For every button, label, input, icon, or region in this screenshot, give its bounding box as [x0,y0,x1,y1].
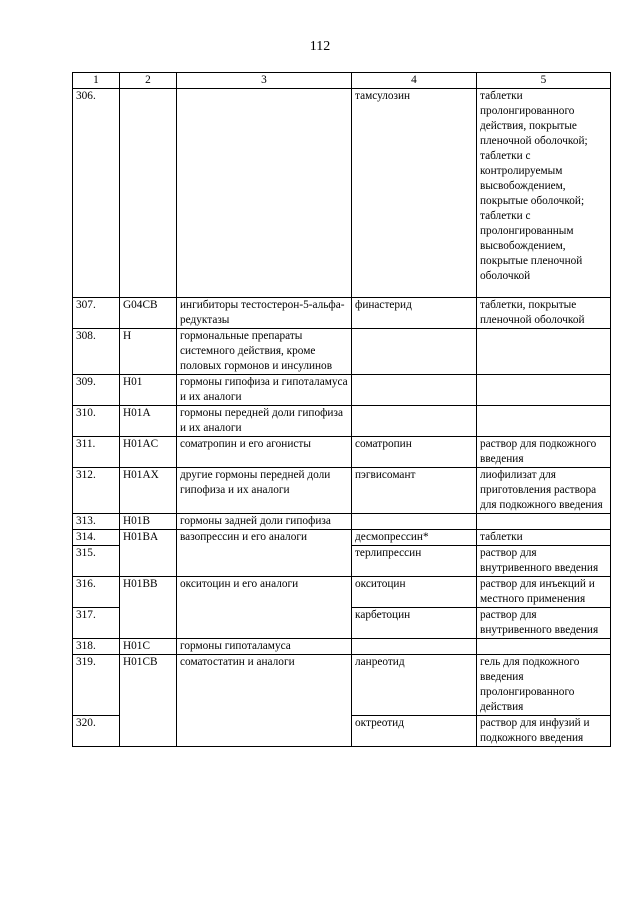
dosage-form: таблетки, покрытые пленочной оболочкой [477,298,611,329]
table-row [73,514,611,530]
dosage-form [477,329,611,375]
column-header-2: 2 [120,73,177,89]
atc-group: соматостатин и аналоги [177,655,352,747]
dosage-form [477,639,611,655]
atc-code: H01 [120,375,177,406]
drug-name: окситоцин [352,577,477,608]
atc-group: гормоны передней доли гипофиза и их аналоги [177,406,352,437]
dosage-form: раствор для внутривенного введения [477,546,611,577]
atc-code: H01A [120,406,177,437]
atc-group: окситоцин и его аналоги [177,577,352,639]
drug-name: пэгвисомант [352,468,477,514]
atc-code: H01C [120,639,177,655]
dosage-form: таблетки пролонгированного действия, покрытые пленочной оболочкой; таблетки с контролируемым высвобождением, покрытые оболочкой; таблетки с пролонгированным высвобождением, покрытые пленочной оболочкой [477,89,611,298]
table-row [73,406,611,437]
column-header-5: 5 [477,73,611,89]
table-row [73,298,611,329]
drug-name: десмопрессин* [352,530,477,546]
table-row [73,375,611,406]
drug-name [352,375,477,406]
row-number: 316. [73,577,120,608]
atc-group: гормоны задней доли гипофиза [177,514,352,530]
row-number: 306. [73,89,120,298]
atc-group: соматропин и его агонисты [177,437,352,468]
drug-list-table [72,72,611,747]
dosage-form: таблетки [477,530,611,546]
atc-group: ингибиторы тестостерон-5-альфа-редуктазы [177,298,352,329]
dosage-form: раствор для подкожного введения [477,437,611,468]
atc-group: вазопрессин и его аналоги [177,530,352,577]
dosage-form [477,514,611,530]
row-number: 315. [73,546,120,577]
atc-code: H01AC [120,437,177,468]
atc-group: другие гормоны передней доли гипофиза и их аналоги [177,468,352,514]
atc-code: H01BA [120,530,177,577]
row-number: 314. [73,530,120,546]
atc-group [177,89,352,298]
column-header-3: 3 [177,73,352,89]
dosage-form [477,406,611,437]
row-number: 320. [73,716,120,747]
dosage-form: гель для подкожного введения пролонгированного действия [477,655,611,716]
drug-name: октреотид [352,716,477,747]
table-row [73,329,611,375]
atc-code: H01B [120,514,177,530]
row-number: 317. [73,608,120,639]
atc-group: гормоны гипоталамуса [177,639,352,655]
column-header-1: 1 [73,73,120,89]
drug-name [352,514,477,530]
row-number: 309. [73,375,120,406]
table-header-row [73,73,611,89]
table-row [73,577,611,608]
row-number: 311. [73,437,120,468]
table-row [73,639,611,655]
drug-name [352,406,477,437]
atc-code: G04CB [120,298,177,329]
drug-name: терлипрессин [352,546,477,577]
drug-name: соматропин [352,437,477,468]
drug-name: карбетоцин [352,608,477,639]
table-row [73,655,611,716]
row-number: 312. [73,468,120,514]
drug-name: финастерид [352,298,477,329]
atc-group: гормоны гипофиза и гипоталамуса и их аналоги [177,375,352,406]
drug-name [352,639,477,655]
table-row [73,530,611,546]
dosage-form: раствор для инъекций и местного применения [477,577,611,608]
page-number: 112 [309,39,331,54]
drug-name [352,329,477,375]
row-number: 308. [73,329,120,375]
dosage-form [477,375,611,406]
column-header-4: 4 [352,73,477,89]
atc-code: H01CB [120,655,177,747]
atc-code: H01BB [120,577,177,639]
table-row [73,89,611,298]
table-row [73,468,611,514]
drug-name: тамсулозин [352,89,477,298]
row-number: 318. [73,639,120,655]
atc-code: H01AX [120,468,177,514]
atc-group: гормональные препараты системного действия, кроме половых гормонов и инсулинов [177,329,352,375]
row-number: 307. [73,298,120,329]
row-number: 319. [73,655,120,716]
atc-code [120,89,177,298]
row-number: 310. [73,406,120,437]
drug-name: ланреотид [352,655,477,716]
dosage-form: раствор для инфузий и подкожного введения [477,716,611,747]
dosage-form: лиофилизат для приготовления раствора для подкожного введения [477,468,611,514]
row-number: 313. [73,514,120,530]
atc-code: H [120,329,177,375]
table-row [73,437,611,468]
dosage-form: раствор для внутривенного введения [477,608,611,639]
